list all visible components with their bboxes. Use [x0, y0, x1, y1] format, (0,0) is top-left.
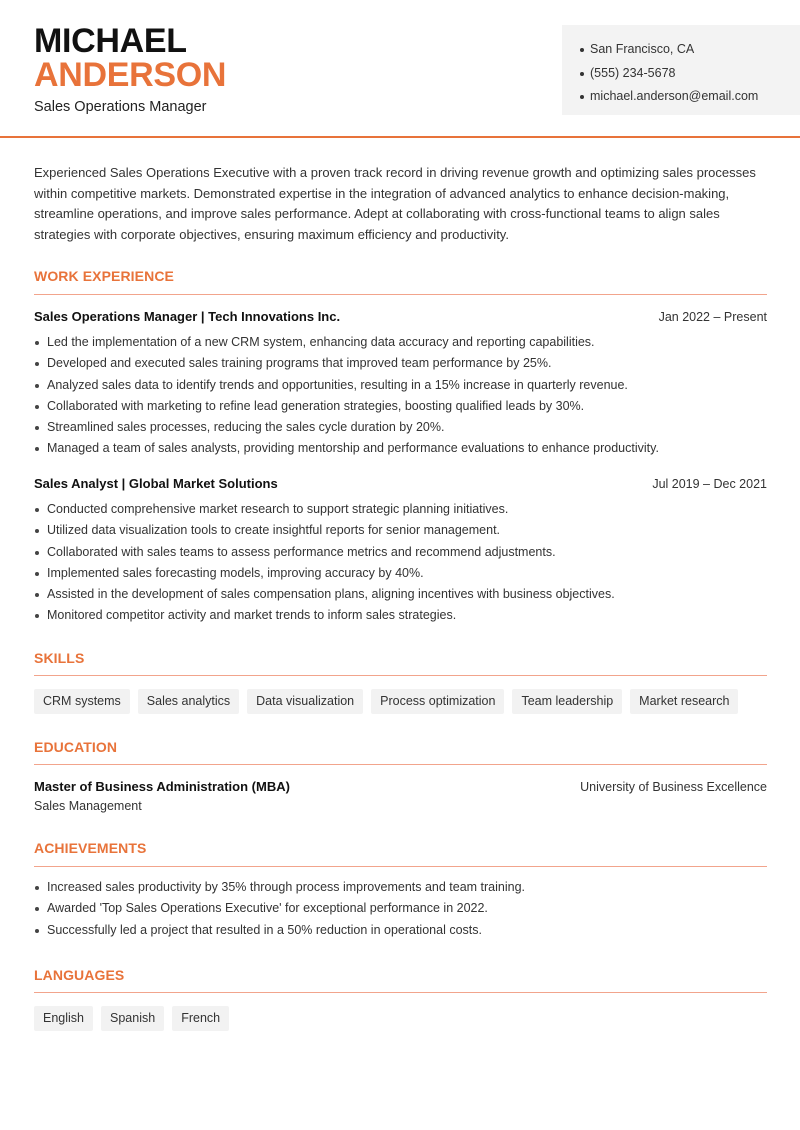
list-item: Awarded 'Top Sales Operations Executive' for exceptional performance in 2022.: [34, 898, 767, 919]
first-name: MICHAEL: [34, 22, 187, 60]
list-item: Monitored competitor activity and market trends to inform sales strategies.: [34, 605, 767, 626]
language-tags: [34, 1006, 229, 1031]
section-divider: [34, 866, 767, 867]
section-divider: [34, 992, 767, 993]
skill-tag: Team leadership: [512, 689, 622, 714]
list-item: Successfully led a project that resulted in a 50% reduction in operational costs.: [34, 920, 767, 941]
list-item: Managed a team of sales analysts, providing mentorship and performance evaluations to enhance productivity.: [34, 438, 767, 459]
skill-tag: CRM systems: [34, 689, 130, 714]
section-divider: [34, 764, 767, 765]
list-item: Implemented sales forecasting models, improving accuracy by 40%.: [34, 563, 767, 584]
list-item: Collaborated with sales teams to assess performance metrics and recommend adjustments.: [34, 542, 767, 563]
contact-email[interactable]: michael.anderson@email.com: [580, 85, 800, 109]
skill-tag: Data visualization: [247, 689, 363, 714]
education-school: University of Business Excellence: [580, 780, 767, 794]
job-dates: Jan 2022 – Present: [658, 310, 767, 324]
skill-tag: Market research: [630, 689, 738, 714]
job-bullets: [34, 332, 767, 460]
list-item: Increased sales productivity by 35% through process improvements and team training.: [34, 877, 767, 898]
skill-tag: Sales analytics: [138, 689, 239, 714]
section-divider: [34, 675, 767, 676]
job-heading: Sales Operations Manager | Tech Innovations Inc.: [34, 309, 341, 324]
education-degree: Master of Business Administration (MBA): [34, 779, 290, 794]
section-title-skills: SKILLS: [34, 650, 85, 666]
section-title-achievements: ACHIEVEMENTS: [34, 840, 147, 856]
skill-tag: Process optimization: [371, 689, 504, 714]
job-heading: Sales Analyst | Global Market Solutions: [34, 476, 278, 491]
language-tag: French: [172, 1006, 229, 1031]
education-field: Sales Management: [34, 799, 142, 813]
list-item: Utilized data visualization tools to create insightful reports for senior management.: [34, 520, 767, 541]
language-tag: English: [34, 1006, 93, 1031]
section-title-education: EDUCATION: [34, 739, 118, 755]
list-item: Streamlined sales processes, reducing the sales cycle duration by 20%.: [34, 417, 767, 438]
job-header: [34, 476, 767, 491]
contact-location: San Francisco, CA: [580, 38, 800, 62]
education-row: [34, 779, 767, 794]
job-dates: Jul 2019 – Dec 2021: [652, 477, 767, 491]
contact-phone: (555) 234-5678: [580, 62, 800, 86]
list-item: Conducted comprehensive market research to support strategic planning initiatives.: [34, 499, 767, 520]
job-bullets: [34, 499, 767, 627]
language-tag: Spanish: [101, 1006, 164, 1031]
resume-header: [0, 0, 800, 138]
job-header: [34, 309, 767, 324]
list-item: Developed and executed sales training programs that improved team performance by 25%.: [34, 353, 767, 374]
achievements-list: [34, 877, 767, 941]
job-title: Sales Operations Manager: [34, 99, 207, 115]
summary: Experienced Sales Operations Executive with a proven track record in driving revenue growth and optimizing sales processes within competitive markets. Demonstrated expertise in the integration of advanced analytics to enhance decision-making, streamline operations, and improve sales performance. Adept at collaborating with cross-functional teams to align sales strategies with corporate objectives, ensuring maximum efficiency and productivity.: [34, 165, 756, 243]
list-item: Collaborated with marketing to refine lead generation strategies, boosting qualified leads by 30%.: [34, 396, 767, 417]
skills-tags: [34, 689, 738, 714]
list-item: Assisted in the development of sales compensation plans, aligning incentives with business objectives.: [34, 584, 767, 605]
list-item: Led the implementation of a new CRM system, enhancing data accuracy and reporting capabilities.: [34, 332, 767, 353]
section-title-languages: LANGUAGES: [34, 967, 125, 983]
contact-list: [580, 38, 800, 109]
last-name: ANDERSON: [34, 56, 227, 94]
section-title-experience: WORK EXPERIENCE: [34, 268, 174, 284]
contact-box: [562, 25, 800, 115]
section-divider: [34, 294, 767, 295]
list-item: Analyzed sales data to identify trends and opportunities, resulting in a 15% increase in quarterly revenue.: [34, 375, 767, 396]
